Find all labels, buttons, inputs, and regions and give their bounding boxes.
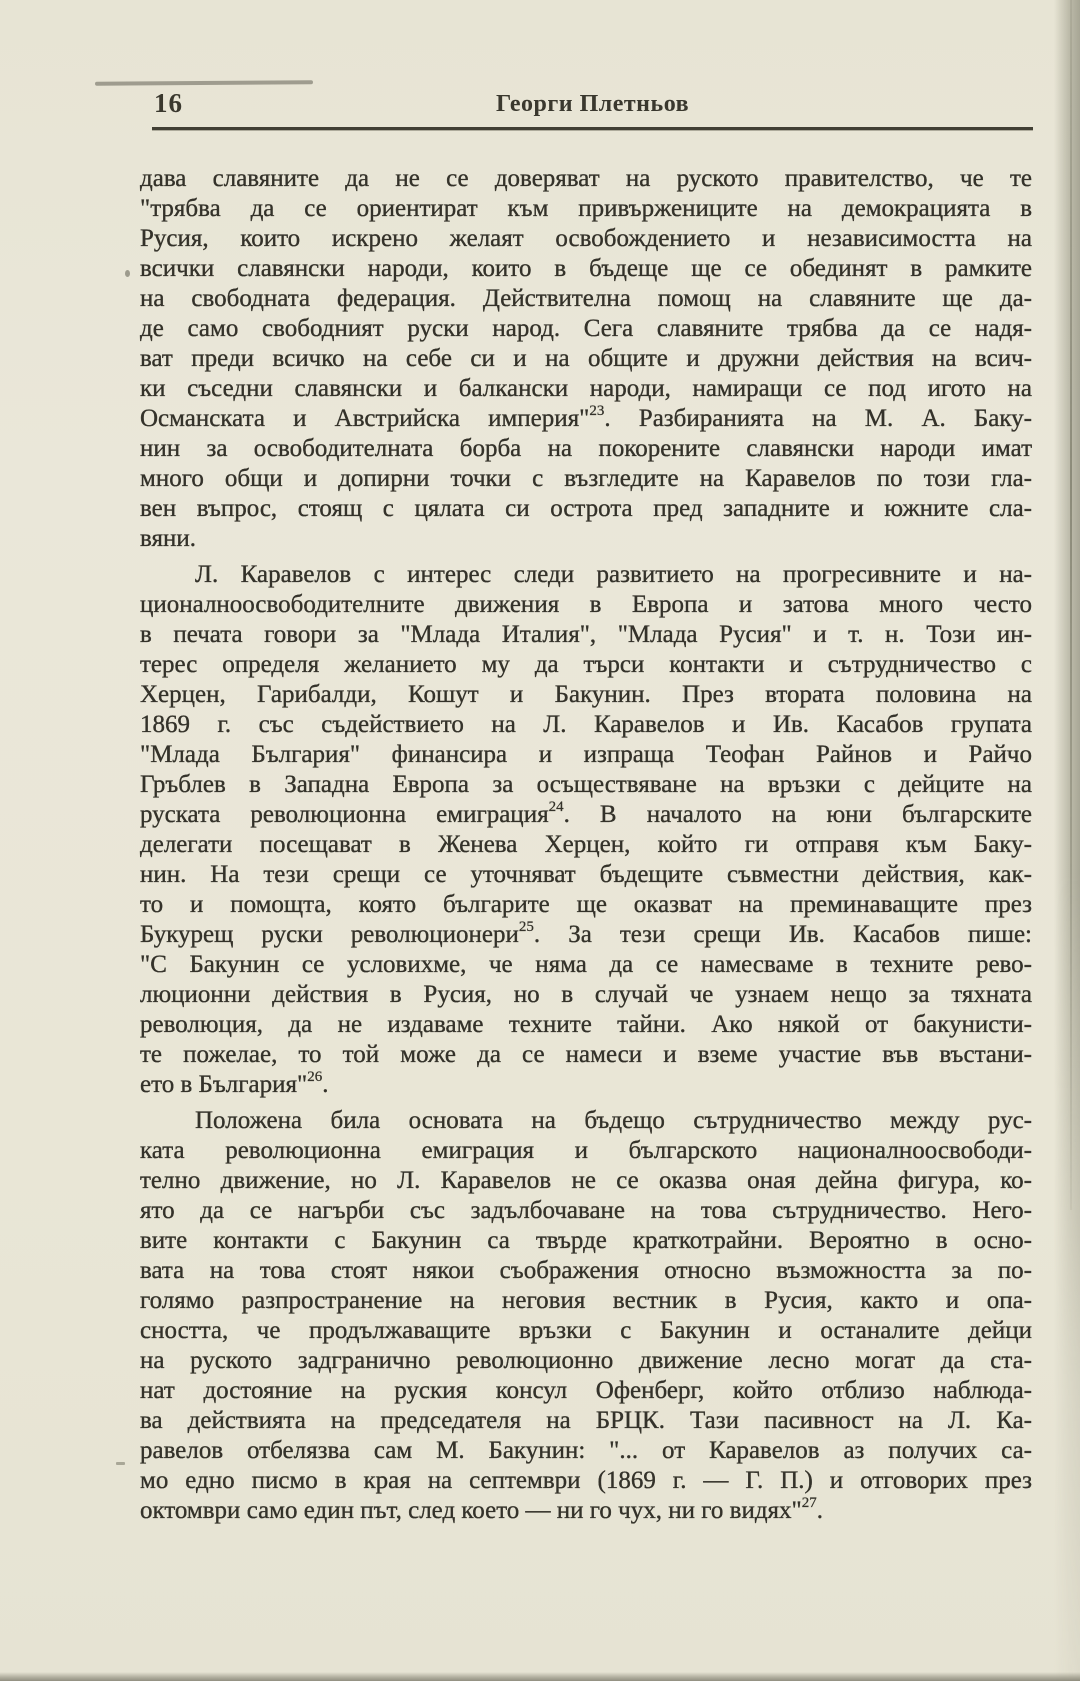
text-line: ват преди всичко на себе си и на общите и дружни действия на всич-: [140, 345, 1032, 372]
text-line: терес определя желанието му да търси контакти и сътрудничество с: [140, 651, 1032, 678]
text-line: нин за освободителната борба на покорените славянски народи имат: [140, 435, 1032, 462]
scan-edge-right-line: [1070, 0, 1072, 1210]
paragraph: [140, 560, 1032, 1100]
text-line: ки съседни славянски и балкански народи, намиращи се под игото на: [140, 375, 1032, 402]
text-line: в печата говори за "Млада Италия", "Млада Русия" и т. н. Този ин-: [140, 621, 1032, 648]
footnote-ref: 24: [548, 799, 564, 815]
text-line: то и помощта, която българите ще оказват на преминаващите през: [140, 891, 1032, 918]
text-line: мо едно писмо в края на септември (1869 г. — Г. П.) и отговорих през: [140, 1467, 1032, 1494]
margin-mark-dot: [125, 270, 130, 277]
page-header: [152, 88, 1033, 122]
text-line: всички славянски народи, които в бъдеще ще се обединят в рамките: [140, 255, 1032, 282]
page-number: 16: [154, 88, 183, 118]
text-line: равелов отбелязва сам М. Бакунин: "... от Каравелов аз получих са-: [140, 1437, 1032, 1464]
header-rule: [152, 127, 1033, 130]
text-line: Букурещ руски революционери$^{25}$. За тези срещи Ив. Касабов пише:: [140, 919, 1033, 948]
text-line: "Млада България" финансира и изпраща Теофан Райнов и Райчо: [140, 741, 1032, 768]
paragraph: [140, 1106, 1032, 1526]
text-line: руската революционна емиграция$^{24}$. В началото на юни българските: [140, 799, 1032, 828]
text-line: нат достояние на руския консул Офенберг, който отблизо наблюда-: [140, 1377, 1032, 1404]
body-text: [140, 164, 1032, 1526]
scan-edge-bottom: [0, 1672, 1080, 1681]
text-line: сността, че продължаващите връзки с Бакунин и останалите дейци: [140, 1317, 1032, 1344]
footnote-ref: 26: [307, 1069, 323, 1085]
text-line: на руското задгранично революционно движение лесно могат да ста-: [140, 1347, 1032, 1374]
running-title: Георги Плетньов: [495, 91, 690, 117]
margin-mark-dash: [116, 1462, 125, 1465]
scan-edge-right: [1054, 0, 1080, 1681]
footnote-ref: 23: [589, 403, 605, 419]
text-line: на свободната федерация. Действителна помощ на славяните ще да-: [140, 285, 1032, 312]
text-line: голямо разпространение на неговия вестник в Русия, както и опа-: [140, 1287, 1032, 1314]
text-line: ционалноосвободителните движения в Европа и затова много често: [140, 591, 1032, 618]
text-line: вата на това стоят някои съображения относно възможността за по-: [140, 1257, 1032, 1284]
text-line: Херцен, Гарибалди, Кошут и Бакунин. През втората половина на: [140, 681, 1032, 708]
text-line: делегати посещават в Женева Херцен, който ги отправя към Баку-: [140, 831, 1032, 858]
text-line: "С Бакунин се условихме, че няма да се намесваме в техните рево-: [140, 951, 1032, 978]
scan-smear-artifact: [95, 80, 313, 86]
text-line: те пожелае, то той може да се намеси и вземе участие във въстани-: [140, 1041, 1032, 1068]
text-line: ва действията на председателя на БРЦК. Тази пасивност на Л. Ка-: [140, 1407, 1032, 1434]
text-line: де само свободният руски народ. Сега славяните трябва да се надя-: [140, 315, 1032, 342]
text-line: "трябва да се ориентират към привържениците на демокрацията в: [140, 195, 1032, 222]
footnote-ref: 25: [518, 919, 534, 935]
text-line: вен въпрос, стоящ с цялата си острота пред западните и южните сла-: [140, 495, 1032, 522]
text-line: Положена била основата на бъдещо сътрудничество между рус-: [195, 1107, 1032, 1134]
text-line: люционни действия в Русия, но в случай че узнаем нещо за тяхната: [140, 981, 1032, 1008]
text-line: революция, да не издаваме техните тайни. Ако някой от бакунисти-: [140, 1011, 1032, 1038]
paragraph: [140, 164, 1032, 554]
text-line: ката революционна емиграция и българското националноосвободи-: [140, 1137, 1032, 1164]
footnote-ref: 27: [801, 1495, 817, 1511]
text-line: дава славяните да не се доверяват на руското правителство, че те: [140, 165, 1032, 192]
text-line: много общи и допирни точки с възгледите на Каравелов по този гла-: [140, 465, 1032, 492]
text-line: 1869 г. със съдействието на Л. Каравелов и Ив. Касабов групата: [140, 711, 1032, 738]
text-line: Л. Каравелов с интерес следи развитието на прогресивните и на-: [195, 561, 1032, 588]
text-line: вите контакти с Бакунин са твърде краткотрайни. Вероятно в осно-: [140, 1227, 1032, 1254]
text-line: ето в България"$^{26}$.: [140, 1069, 329, 1098]
text-line: октомври само един път, след което — ни го чух, ни го видях"$^{27}$.: [140, 1495, 823, 1524]
text-line: Гръблев в Западна Европа за осъществяване на връзки с дейците на: [140, 771, 1032, 798]
text-line: нин. На тези срещи се уточняват бъдещите съвместни действия, как-: [140, 861, 1032, 888]
text-line: Османската и Австрийска империя"$^{23}$. Разбиранията на М. А. Баку-: [140, 403, 1032, 432]
text-line: Русия, които искрено желаят освобождението и независимостта на: [140, 225, 1032, 252]
text-line: вяни.: [140, 525, 196, 552]
text-line: телно движение, но Л. Каравелов не се оказва оная дейна фигура, ко-: [140, 1167, 1032, 1194]
text-line: ято да се нагърби със задълбочаване на това сътрудничество. Него-: [140, 1197, 1032, 1224]
